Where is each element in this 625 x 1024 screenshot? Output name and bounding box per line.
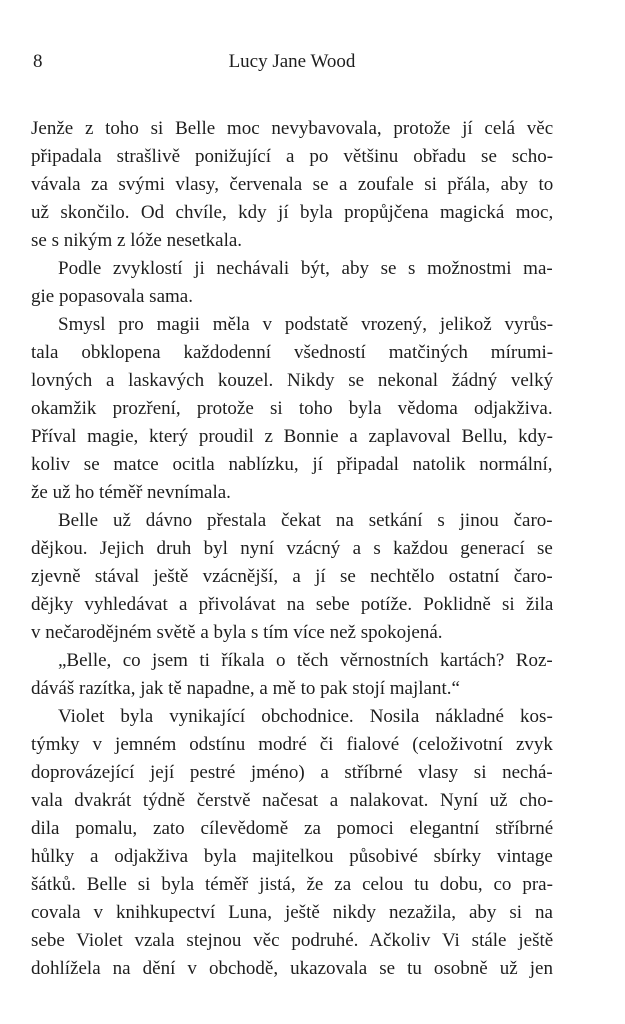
text-line: vala dvakrát týdně čerstvě načesat a nalakovat. Nyní už cho- [31, 790, 554, 811]
text-line: Violet byla vynikající obchodnice. Nosila nákladné kos- [58, 706, 553, 727]
text-line: dějkou. Jejich druh byl nyní vzácný a s každou generací se [31, 538, 553, 559]
text-line: okamžik prozření, protože si toho byla vědoma odjakživa. [31, 398, 553, 419]
text-line: už skončilo. Od chvíle, kdy jí byla propůjčena magická moc, [31, 202, 554, 223]
text-line: vávala za svými vlasy, červenala se a zoufale si přála, aby to [31, 174, 554, 195]
text-line: týmky v jemném odstínu modré či fialové (celoživotní zvyk [31, 734, 553, 755]
text-line: připadala strašlivě ponižující a po většinu obřadu se scho- [31, 146, 554, 167]
text-line: šátků. Belle si byla téměř jistá, že za celou tu dobu, co pra- [31, 874, 553, 895]
text-line: lovných a laskavých kouzel. Nikdy se nekonal žádný velký [31, 370, 554, 391]
text-line: doprovázející její pestré jméno) a stříbrné vlasy si nechá- [31, 762, 553, 783]
page-header [31, 48, 553, 76]
text-line: Belle už dávno přestala čekat na setkání s jinou čaro- [58, 510, 553, 531]
text-line: Jenže z toho si Belle moc nevybavovala, protože jí celá věc [31, 118, 554, 139]
text-line: dohlížela na dění v obchodě, ukazovala se tu osobně už jen [31, 958, 553, 979]
text-line: dějky vyhledávat a přivolávat na sebe potíže. Poklidně si žila [31, 594, 554, 615]
body-text [31, 115, 553, 983]
page-number: 8 [33, 51, 43, 72]
text-line: Smysl pro magii měla v podstatě vrozený, jelikož vyrůs- [58, 314, 554, 335]
text-line: se s nikým z lóže nesetkala. [31, 230, 243, 251]
text-line: hůlky a odjakživa byla majitelkou působivé sbírky vintage [31, 846, 553, 867]
text-line: dila pomalu, zato cílevědomě za pomoci elegantní stříbrné [31, 818, 554, 839]
text-line: tala obklopena každodenní všedností matčiných mírumi- [31, 342, 554, 363]
text-line: „Belle, co jsem ti říkala o těch věrnostních kartách? Roz- [58, 650, 553, 671]
running-header-author: Lucy Jane Wood [228, 51, 356, 72]
text-line: zjevně stával ještě vzácnější, a jí se nechtělo ostatní čaro- [31, 566, 553, 587]
text-line: gie popasovala sama. [31, 286, 193, 307]
text-line: že už ho téměř nevnímala. [31, 482, 231, 503]
text-line: koliv se matce ocitla nablízku, jí připadal natolik normální, [31, 454, 553, 475]
text-line: covala v knihkupectví Luna, ještě nikdy nezažila, aby si na [31, 902, 553, 923]
text-line: dáváš razítka, jak tě napadne, a mě to pak stojí majlant.“ [31, 678, 460, 699]
text-line: sebe Violet vzala stejnou věc podruhé. Ačkoliv Vi stále ještě [31, 930, 554, 951]
text-line: Podle zvyklostí ji nechávali být, aby se s možnostmi ma- [58, 258, 553, 279]
text-line: v nečarodějném světě a byla s tím více než spokojená. [31, 622, 443, 643]
text-line: Příval magie, který proudil z Bonnie a zaplavoval Bellu, kdy- [31, 426, 554, 447]
